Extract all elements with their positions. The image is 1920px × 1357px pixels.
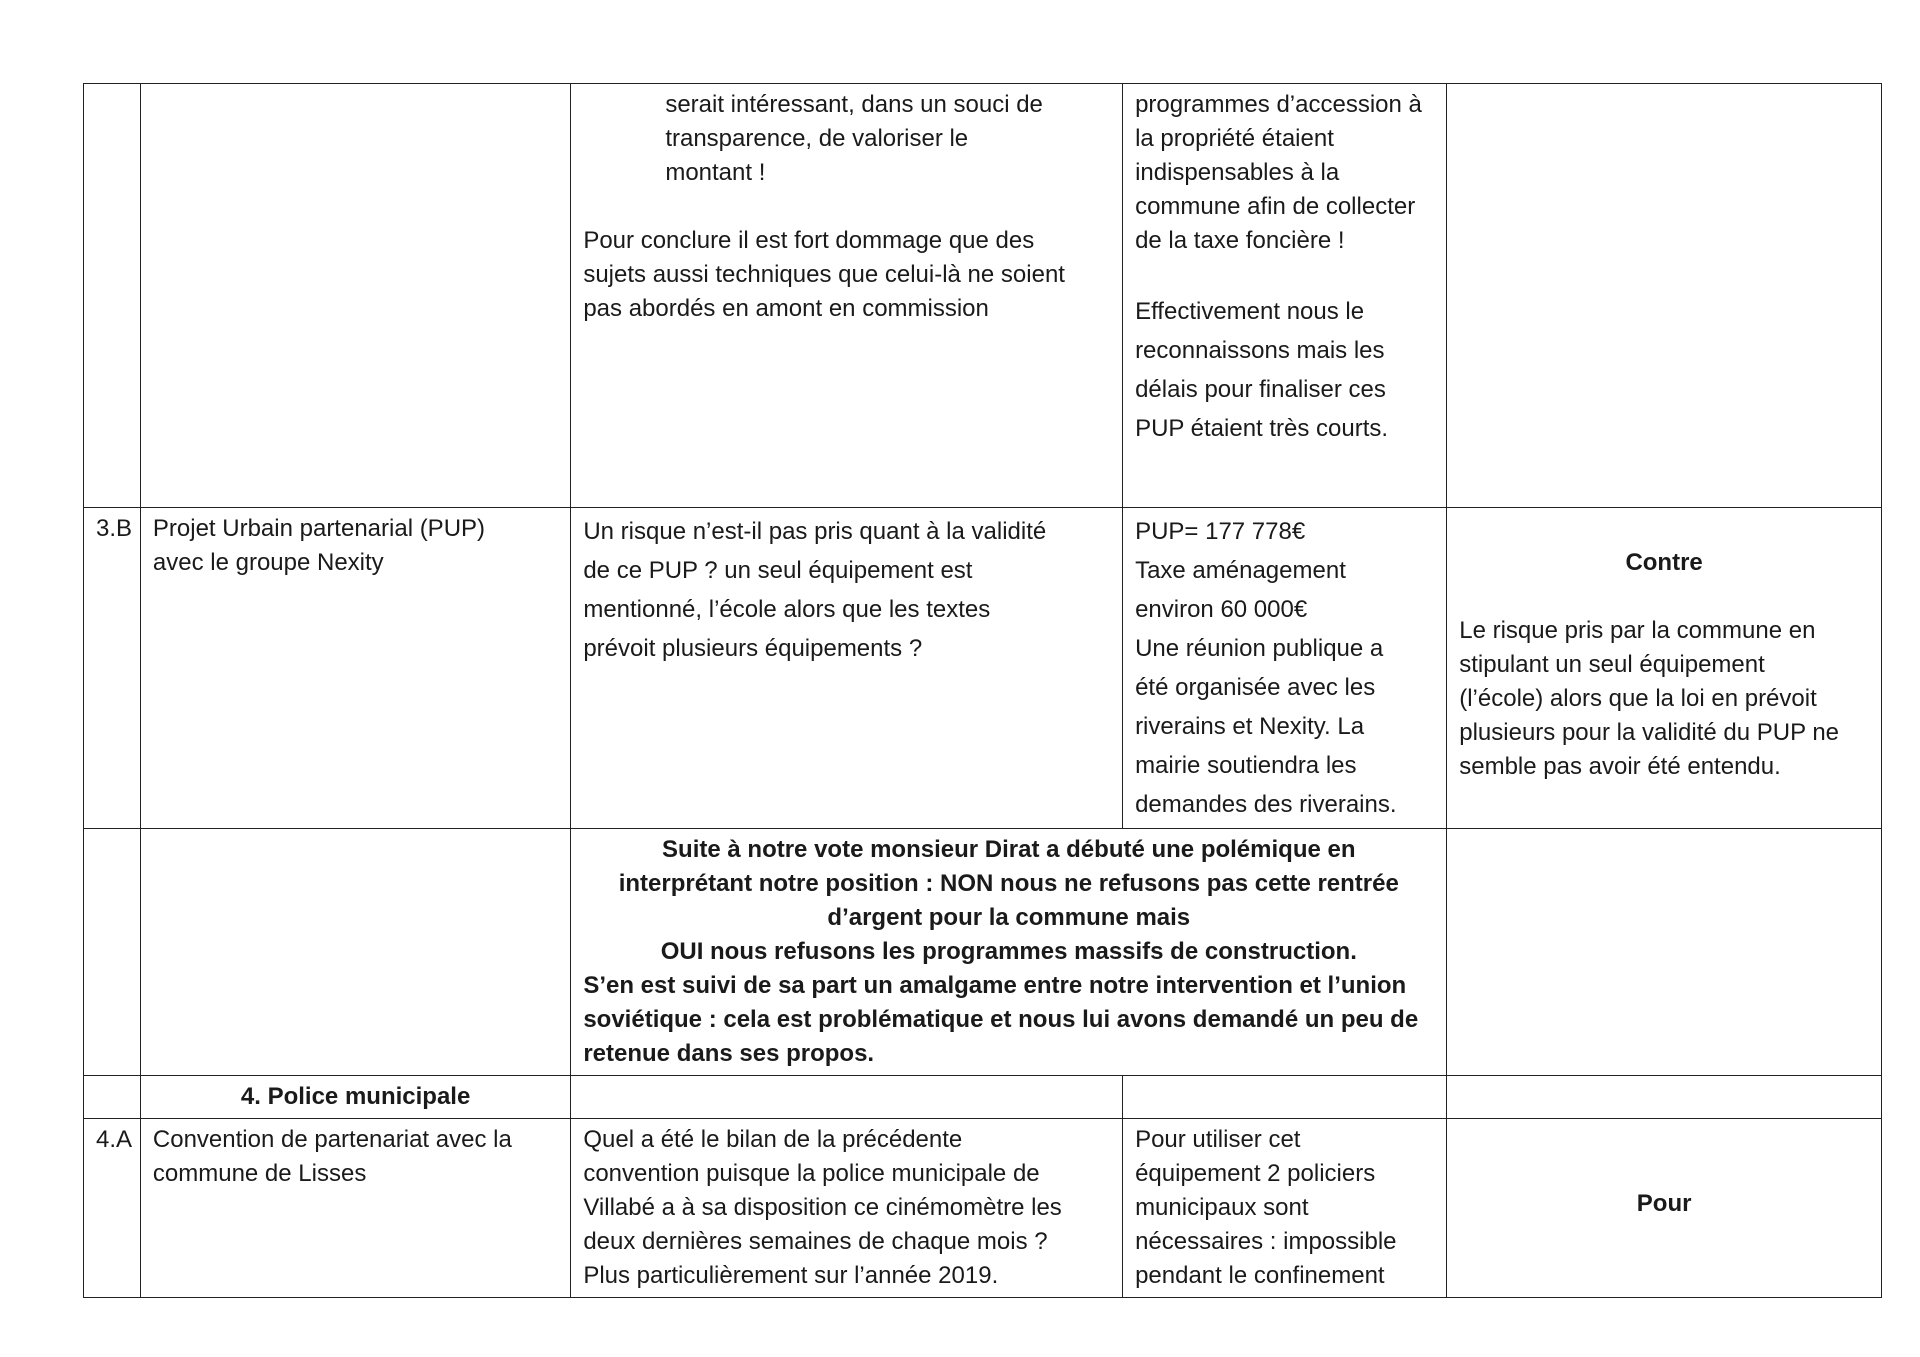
question-cell: Quel a été le bilan de la précédente convention puisque la police municipale de Villabé a à sa disposition ce cinémomètre les deux dernières semaines de chaque mois ? Plus particulièrement sur l’année 2019. xyxy=(571,1119,1123,1298)
subject-cell xyxy=(140,84,570,508)
subject-cell xyxy=(140,829,570,1076)
question-indented-text: serait intéressant, dans un souci de transparence, de valoriser le montant ! xyxy=(665,91,1043,186)
item-number-cell: 3.B xyxy=(84,508,141,829)
statement-cell xyxy=(571,829,1447,1076)
question-cell xyxy=(571,84,1123,508)
table-row-section xyxy=(84,1076,1882,1119)
question-conclusion: Pour conclure il est fort dommage que des sujets aussi techniques que celui-là ne soient pas abordés en amont en commission xyxy=(583,227,1065,322)
vote-cell xyxy=(1447,84,1882,508)
answer-cell xyxy=(1123,84,1447,508)
item-number-cell xyxy=(84,829,141,1076)
vote-label: Contre xyxy=(1625,549,1703,576)
table-row-continuation xyxy=(84,84,1882,508)
answer-cell xyxy=(1123,1076,1447,1119)
vote-label: Pour xyxy=(1636,1190,1692,1217)
subject-cell: Projet Urbain partenarial (PUP) avec le groupe Nexity xyxy=(140,508,570,829)
answer-paragraph-2: Effectivement nous le reconnaissons mais les délais pour finaliser ces PUP étaient très courts. xyxy=(1135,298,1389,442)
answer-cell: Pour utiliser cet équipement 2 policiers municipaux sont nécessaires : impossible pendant le confinement xyxy=(1123,1119,1447,1298)
item-number-cell xyxy=(84,1076,141,1119)
item-number-cell: 4.A xyxy=(84,1119,141,1298)
subject-cell: Convention de partenariat avec la commune de Lisses xyxy=(140,1119,570,1298)
answer-paragraph-1: programmes d’accession à la propriété étaient indispensables à la commune afin de collecter de la taxe foncière ! xyxy=(1135,91,1422,254)
vote-cell xyxy=(1447,508,1882,829)
vote-cell xyxy=(1447,1119,1882,1298)
statement-centered: Suite à notre vote monsieur Dirat a débuté une polémique en interprétant notre position : NON nous ne refusons pas cette rentrée d’argent pour la commune mais OUI nous refusons les programmes massifs de construction. xyxy=(618,836,1399,965)
table-row-statement xyxy=(84,829,1882,1076)
question-cell: Un risque n’est-il pas pris quant à la validité de ce PUP ? un seul équipement est mentionné, l’école alors que les textes prévoit plusieurs équipements ? xyxy=(571,508,1123,829)
minutes-table xyxy=(83,83,1882,1298)
table-row-4a xyxy=(84,1119,1882,1298)
question-cell xyxy=(571,1076,1123,1119)
vote-comment: Le risque pris par la commune en stipulant un seul équipement (l’école) alors que la loi en prévoit plusieurs pour la validité du PUP ne semble pas avoir été entendu. xyxy=(1459,617,1840,780)
answer-cell: PUP= 177 778€ Taxe aménagement environ 60 000€ Une réunion publique a été organisée avec les riverains et Nexity. La mairie soutiendra les demandes des riverains. xyxy=(1123,508,1447,829)
section-title: 4. Police municipale xyxy=(140,1076,570,1119)
vote-cell xyxy=(1447,829,1882,1076)
table-row-3b xyxy=(84,508,1882,829)
vote-cell xyxy=(1447,1076,1882,1119)
statement-left: S’en est suivi de sa part un amalgame entre notre intervention et l’union soviétique : cela est problématique et nous lui avons demandé un peu de retenue dans ses propos. xyxy=(583,972,1419,1067)
item-number-cell xyxy=(84,84,141,508)
